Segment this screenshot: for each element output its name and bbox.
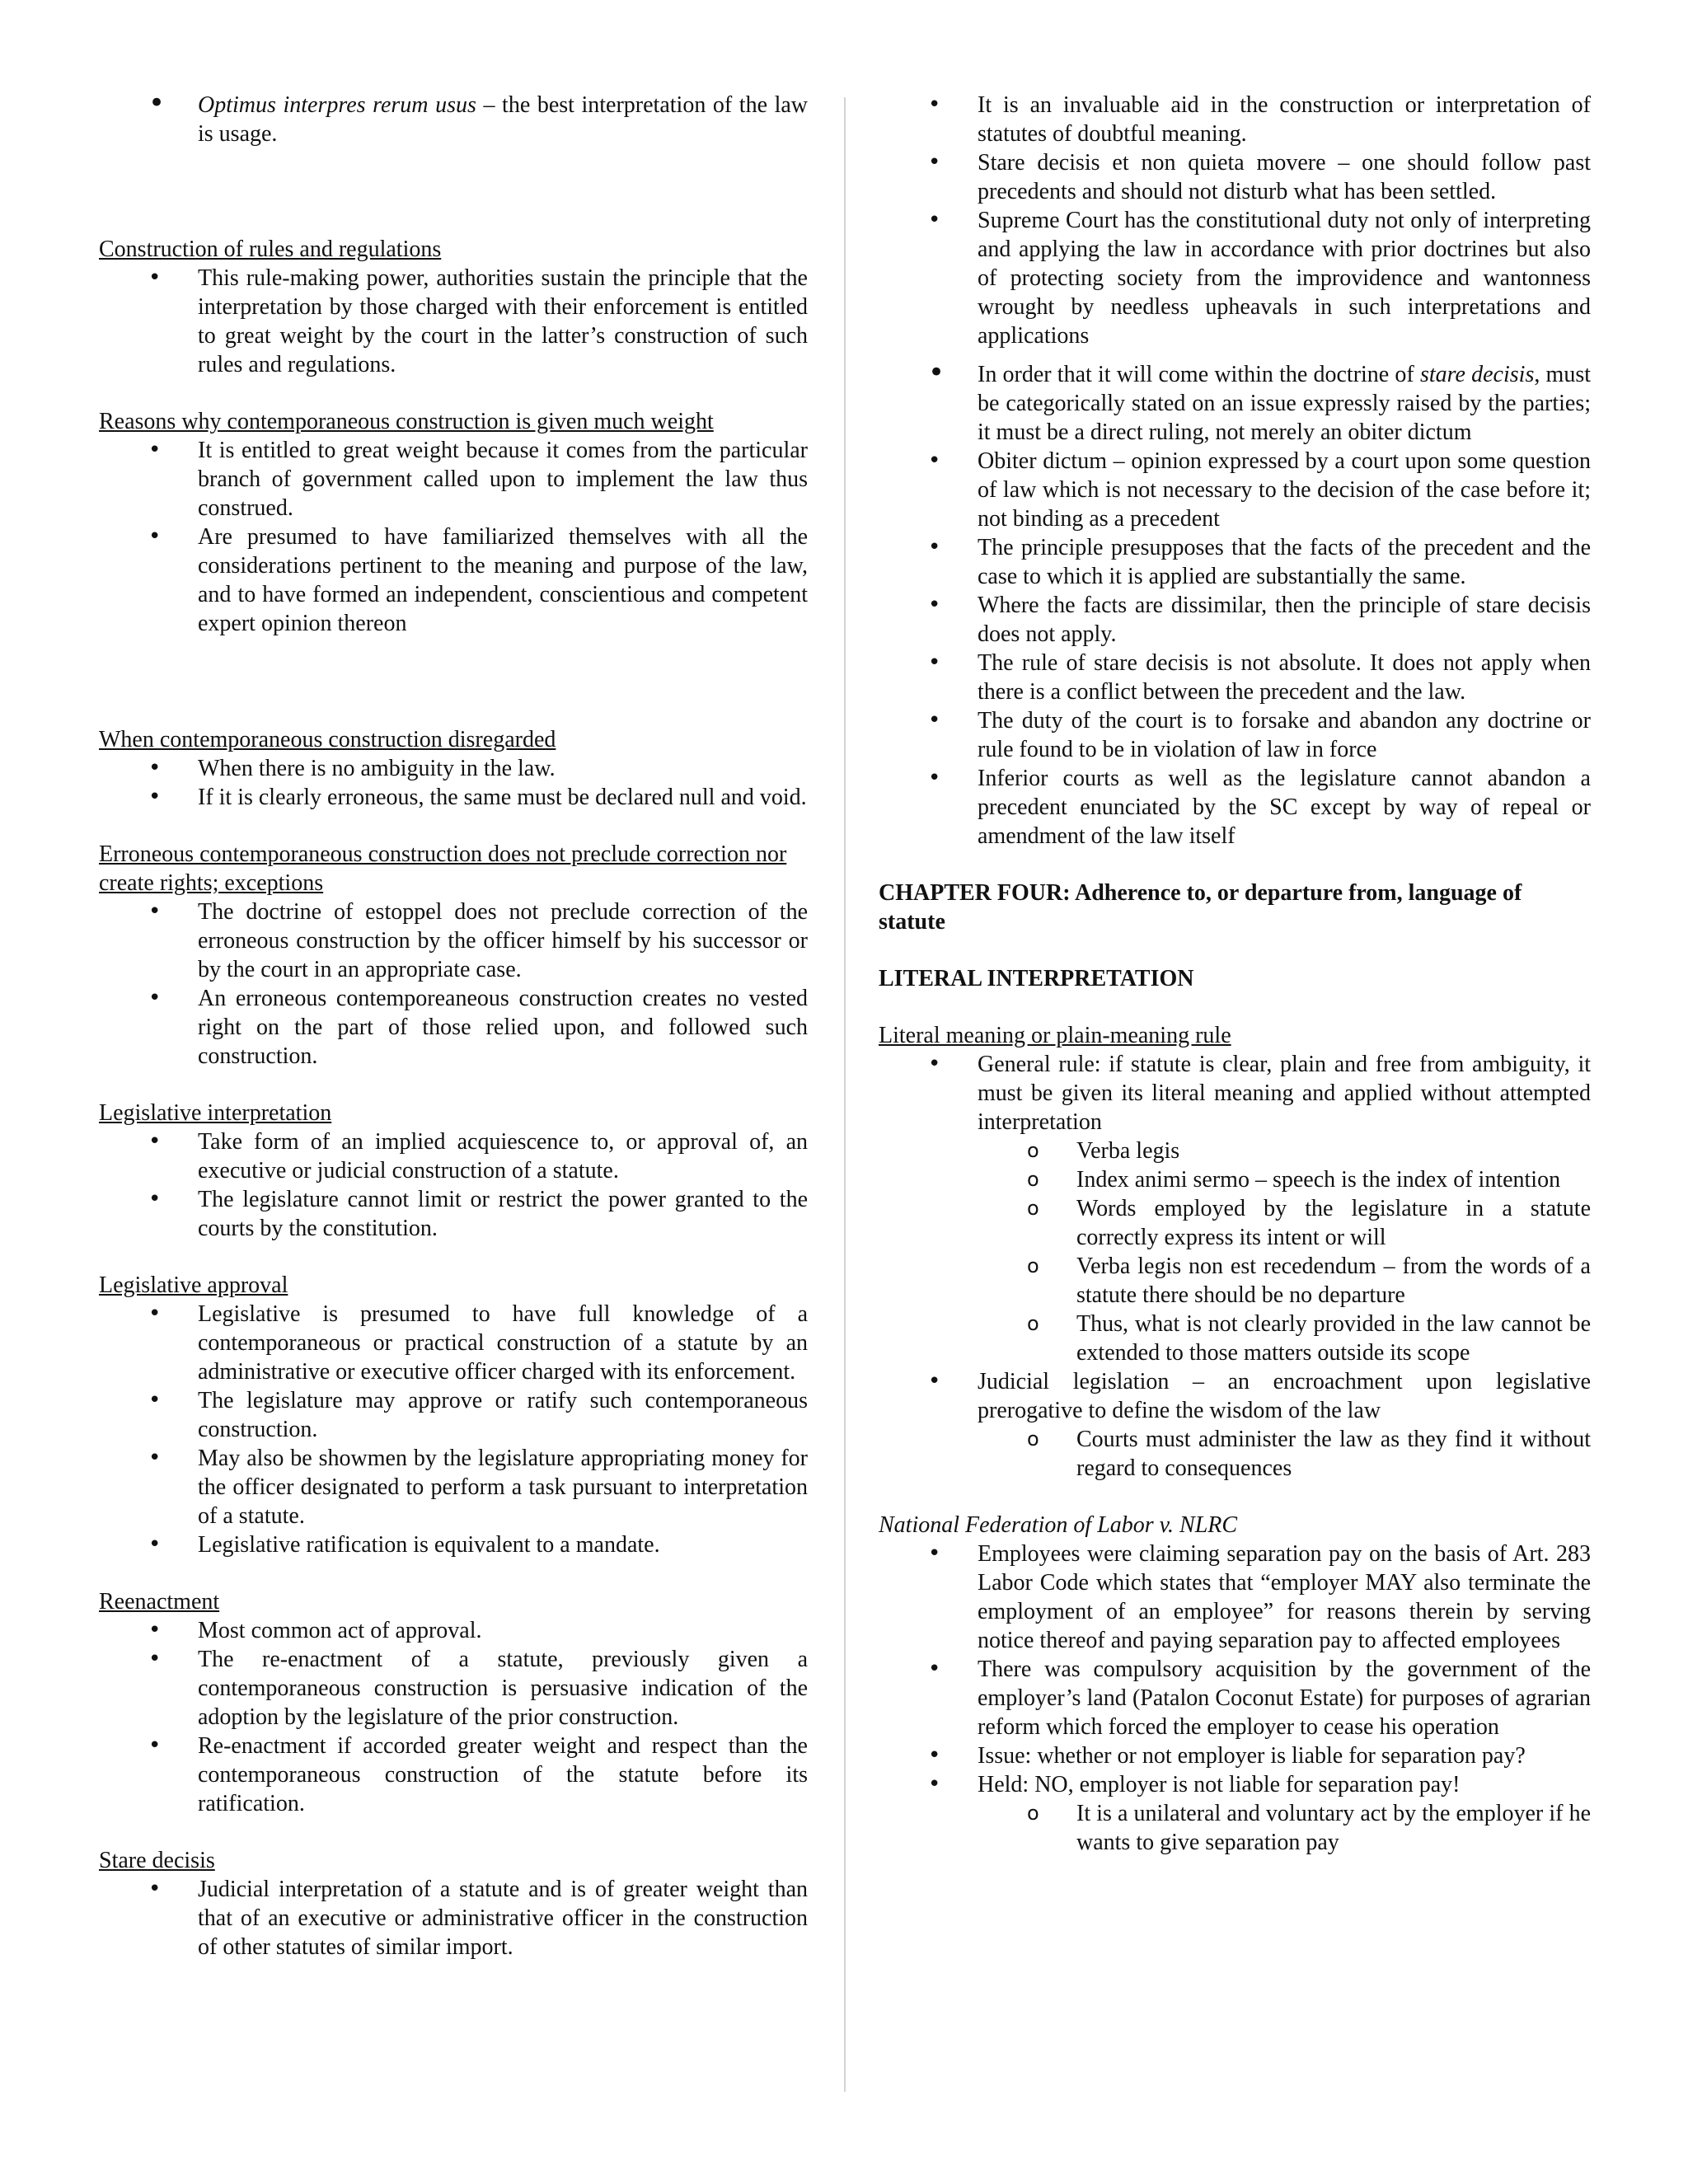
list-item bbox=[879, 360, 1591, 447]
list-item bbox=[99, 91, 808, 148]
list-item: • Stare decisis et non quieta movere – one should follow past precedents and should not disturb what has been settled. bbox=[879, 148, 1591, 206]
section-heading: Construction of rules and regulations bbox=[99, 237, 442, 262]
list-item: • Take form of an implied acquiescence to, or approval of, an executive or judicial construction of a statute. bbox=[99, 1127, 808, 1185]
bullet-list bbox=[99, 754, 808, 812]
list-item: • The principle presupposes that the facts of the precedent and the case to which it is applied are substantially the same. bbox=[879, 533, 1591, 591]
bullet-list bbox=[879, 91, 1591, 851]
list-item: • This rule-making power, authorities sustain the principle that the interpretation by those charged with their enforcement is entitled to great weight by the court in the latter’s construction of such rules and regulations. bbox=[99, 264, 808, 379]
bullet-list bbox=[99, 898, 808, 1071]
list-item: • May also be showmen by the legislature appropriating money for the officer designated to perform a task pursuant to interpretation of a statute. bbox=[99, 1444, 808, 1530]
list-item: • The rule of stare decisis is not absolute. It does not apply when there is a conflict between the precedent and the law. bbox=[879, 649, 1591, 706]
list-item: • Obiter dictum – opinion expressed by a court upon some question of law which is not necessary to the decision of the case before it; not binding as a precedent bbox=[879, 447, 1591, 533]
bullet-list bbox=[99, 1300, 808, 1559]
bullet-list bbox=[99, 91, 808, 148]
list-item: • Inferior courts as well as the legislature cannot abandon a precedent enunciated by the SC except by way of repeal or amendment of the law itself bbox=[879, 764, 1591, 851]
section-heading: Reenactment bbox=[99, 1589, 220, 1615]
list-item: • Most common act of approval. bbox=[99, 1616, 808, 1645]
bullet-list bbox=[879, 1540, 1591, 1857]
list-item: • The re-enactment of a statute, previously given a contemporaneous construction is persuasive indication of the adoption by the legislature of the prior construction. bbox=[99, 1645, 808, 1732]
list-item-text: – the best interpretation of the law is usage. bbox=[198, 92, 809, 147]
case-title: National Federation of Labor v. NLRC bbox=[879, 1512, 1238, 1538]
list-item: • There was compulsory acquisition by the government of the employer’s land (Patalon Coconut Estate) for purposes of agrarian reform which forced the employer to cease his operation bbox=[879, 1655, 1591, 1741]
sub-list-item: o It is a unilateral and voluntary act by the employer if he wants to give separation pay bbox=[879, 1799, 1591, 1857]
list-item: • An erroneous contemporeaneous construction creates no vested right on the part of those relied upon, and followed such construction. bbox=[99, 984, 808, 1071]
sub-list-item: o Courts must administer the law as they find it without regard to consequences bbox=[879, 1425, 1591, 1483]
list-item: • If it is clearly erroneous, the same must be declared null and void. bbox=[99, 783, 808, 812]
list-item: • Employees were claiming separation pay on the basis of Art. 283 Labor Code which states that “employer MAY also terminate the employment of an employee” for reasons therein by serving notice thereof and paying separation pay to affected employees bbox=[879, 1540, 1591, 1655]
bullet-list bbox=[99, 1616, 808, 1818]
bullet-list bbox=[99, 1875, 808, 1961]
list-item: • Are presumed to have familiarized themselves with all the considerations pertinent to the meaning and purpose of the law, and to have formed an independent, conscientious and competent expert opinion thereon bbox=[99, 523, 808, 638]
list-item: • Legislative ratification is equivalent to a mandate. bbox=[99, 1530, 808, 1559]
bullet-list bbox=[99, 264, 808, 379]
section-title: LITERAL INTERPRETATION bbox=[879, 966, 1194, 991]
list-item: • It is entitled to great weight because it comes from the particular branch of government called upon to implement the law thus construed. bbox=[99, 436, 808, 523]
list-item: • The legislature cannot limit or restrict the power granted to the courts by the constitution. bbox=[99, 1185, 808, 1243]
section-heading: Reasons why contemporaneous construction is given much weight bbox=[99, 409, 714, 434]
list-item: • Where the facts are dissimilar, then the principle of stare decisis does not apply. bbox=[879, 591, 1591, 649]
sub-list-item: o Words employed by the legislature in a statute correctly express its intent or will bbox=[879, 1194, 1591, 1252]
latin-maxim: Optimus interpres rerum usus bbox=[198, 92, 476, 118]
list-item: • When there is no ambiguity in the law. bbox=[99, 754, 808, 783]
section-heading: Erroneous contemporaneous construction does not preclude correction nor create rights; exceptions bbox=[99, 841, 787, 896]
list-item: • The duty of the court is to forsake and abandon any doctrine or rule found to be in violation of law in force bbox=[879, 706, 1591, 764]
list-item: • General rule: if statute is clear, plain and free from ambiguity, it must be given its literal meaning and applied without attempted interpretation bbox=[879, 1050, 1591, 1137]
emphasis-text: stare decisis bbox=[1419, 362, 1535, 387]
left-column bbox=[99, 91, 808, 1961]
chapter-title: CHAPTER FOUR: Adherence to, or departure from, language of statute bbox=[879, 880, 1522, 935]
list-item: • Held: NO, employer is not liable for separation pay! bbox=[879, 1770, 1591, 1799]
list-item: • Judicial legislation – an encroachment upon legislative prerogative to define the wisdom of the law bbox=[879, 1367, 1591, 1425]
list-item: • Issue: whether or not employer is liable for separation pay? bbox=[879, 1741, 1591, 1770]
bullet-list bbox=[99, 1127, 808, 1243]
list-item: • Re-enactment if accorded greater weight and respect than the contemporaneous construction of the statute before its ratification. bbox=[99, 1732, 808, 1818]
section-heading: Literal meaning or plain-meaning rule bbox=[879, 1023, 1231, 1048]
right-column bbox=[879, 91, 1591, 1857]
bullet-list bbox=[99, 436, 808, 638]
section-heading: Stare decisis bbox=[99, 1848, 215, 1873]
sub-list-item: o Thus, what is not clearly provided in the law cannot be extended to those matters outside its scope bbox=[879, 1310, 1591, 1367]
bullet-list bbox=[879, 1050, 1591, 1483]
list-item: • The legislature may approve or ratify such contemporaneous construction. bbox=[99, 1386, 808, 1444]
list-item: • The doctrine of estoppel does not preclude correction of the erroneous construction by the officer himself by his successor or by the court in an appropriate case. bbox=[99, 898, 808, 984]
column-divider bbox=[844, 97, 846, 2092]
section-heading: When contemporaneous construction disregarded bbox=[99, 727, 556, 752]
section-heading: Legislative approval bbox=[99, 1272, 288, 1298]
list-item: • Judicial interpretation of a statute and is of greater weight than that of an executive or administrative officer in the construction of other statutes of similar import. bbox=[99, 1875, 808, 1961]
list-item: • Legislative is presumed to have full knowledge of a contemporaneous or practical construction of a statute by an administrative or executive officer charged with its enforcement. bbox=[99, 1300, 808, 1386]
sub-list-item: o Verba legis bbox=[879, 1137, 1591, 1165]
list-item: • It is an invaluable aid in the construction or interpretation of statutes of doubtful meaning. bbox=[879, 91, 1591, 148]
list-item-text: In order that it will come within the doctrine of bbox=[978, 362, 1420, 387]
sub-list-item: o Verba legis non est recedendum – from the words of a statute there should be no departure bbox=[879, 1252, 1591, 1310]
list-item: • Supreme Court has the constitutional duty not only of interpreting and applying the law in accordance with prior doctrines but also of protecting society from the improvidence and wantonness wrought by needless upheavals in such interpretations and applications bbox=[879, 206, 1591, 350]
list-item-text: , must be categorically stated on an issue expressly raised by the parties; it must be a direct ruling, not merely an obiter dictum bbox=[978, 362, 1591, 445]
section-heading: Legislative interpretation bbox=[99, 1100, 332, 1126]
sub-list-item: o Index animi sermo – speech is the index of intention bbox=[879, 1165, 1591, 1194]
